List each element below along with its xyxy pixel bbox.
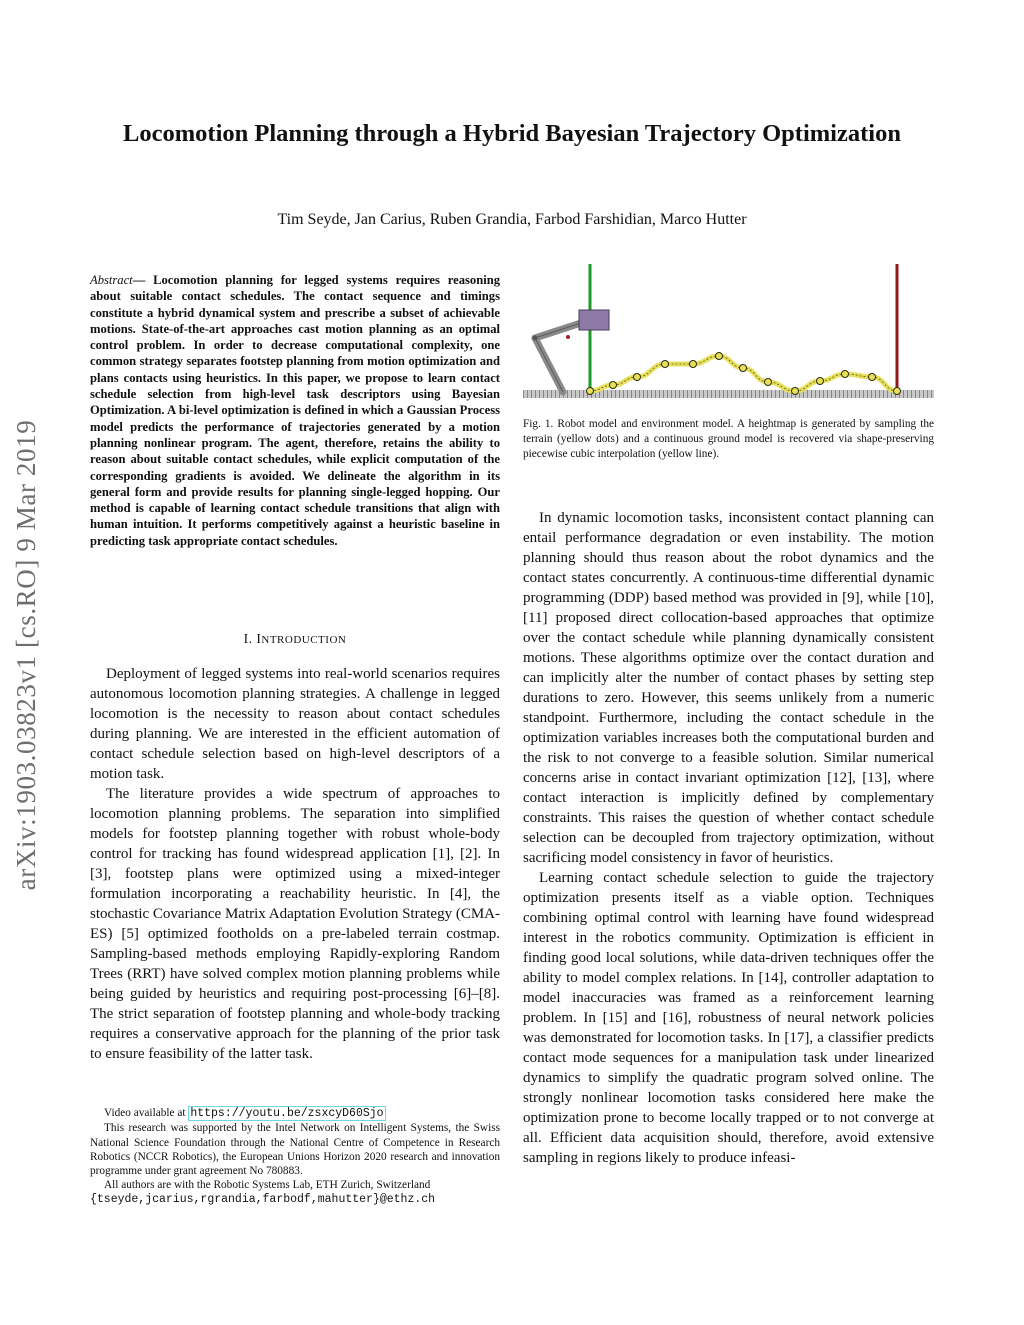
footnote-video xyxy=(90,1106,500,1121)
paper-title: Locomotion Planning through a Hybrid Bayesian Trajectory Optimization xyxy=(123,120,901,147)
section-heading-introduction xyxy=(90,631,500,647)
terrain-sample-dot xyxy=(634,374,641,381)
terrain-sample-dot xyxy=(587,388,594,395)
footnote-emails: {tseyde,jcarius,rgrandia,farbodf,mahutter}@ethz.ch xyxy=(90,1192,436,1206)
footnotes xyxy=(90,1106,500,1207)
terrain-sample-dot xyxy=(765,379,772,386)
terrain-sample-dot xyxy=(894,388,901,395)
ground-strip xyxy=(523,390,934,398)
terrain-sample-dot xyxy=(662,361,669,368)
terrain-sample-dot xyxy=(690,361,697,368)
abstract xyxy=(90,272,500,549)
section-numeral: I. I xyxy=(243,631,262,646)
robot-leg xyxy=(535,323,581,392)
author-list: Tim Seyde, Jan Carius, Ruben Grandia, Farbod Farshidian, Marco Hutter xyxy=(277,211,747,228)
right-paragraph-2: Learning contact schedule selection to guide the trajectory optimization presents itself as a viable option. Techniques combining optimal control with learning have found widespread interest in the robotics community. Optimization is efficient in finding good local solutions, while data-driven techniques offer the ability to model complex relations. In [14], controller adaptation to model inaccuracies was framed as a reinforcement learning problem. In [15] and [16], robustness of neural network policies was demonstrated for locomotion tasks. In [17], a classifier predicts contact mode sequences for a manipulation task under linearized dynamics to simplify the quadratic program solved online. The strongly nonlinear locomotion tasks considered here make the optimization prone to become locally trapped or to not converge at all. Efficient data acquisition should, therefore, avoid extensive sampling in regions likely to produce infeasi- xyxy=(523,870,934,1166)
video-prefix: Video available at xyxy=(104,1107,189,1119)
abstract-label: Abstract xyxy=(90,273,133,287)
terrain-sample-dot xyxy=(610,382,617,389)
intro-paragraph-1: Deployment of legged systems into real-world scenarios requires autonomous locomotion planning strategies. A challenge in legged locomotion is the necessity to reason about contact schedules during planning. We are interested in the efficient automation of contact schedule selection based on high-level descriptors of a motion task. xyxy=(90,666,500,782)
figure-caption: Fig. 1. Robot model and environment model. A heightmap is generated by sampling the terrain (yellow dots) and a continuous ground model is recovered via shape-preserving piecewise cubic interpolation (yellow line). xyxy=(523,418,934,460)
footnote-affiliation: All authors are with the Robotic Systems Lab, ETH Zurich, Switzerland xyxy=(104,1179,431,1192)
terrain-sample-dot xyxy=(792,388,799,395)
right-column-body xyxy=(523,508,934,1168)
intro-paragraph-2: The literature provides a wide spectrum of approaches to locomotion planning problems. The separation into simplified models for footstep planning together with robust whole-body control for tracking has found widespread application [1], [2]. In [3], footstep plans were optimized using a mixed-integer formulation incorporating a reachability heuristic. In [4], the stochastic Covariance Matrix Adaptation Evolution Strategy (CMA-ES) [5] optimized footholds on a pre-labeled terrain costmap. Sampling-based methods employing Rapidly-exploring Random Trees (RRT) have solved complex motion planning problems while being guided by heuristics and requiring post-processing [6]–[8]. The strict separation of footstep planning and whole-body tracking requires a conservative approach for the planning of the prior task to ensure feasibility of the latter task. xyxy=(90,786,500,1062)
robot-body xyxy=(579,310,609,330)
robot-hip-joint xyxy=(566,335,570,339)
right-paragraph-1: In dynamic locomotion tasks, inconsistent contact planning can entail performance degradation or even instability. The motion planning should thus reason about the robot dynamics and the contact states concurrently. A continuous-time differential dynamic programming (DDP) based method was provided in [9], while [10], [11] proposed direct collocation-based approaches that optimize over the contact schedule while planning dynamically consistent motions. These algorithms optimize over the contact duration and can implicitly alter the number of contact phases by setting step durations to zero. However, this seems unlikely from a numeric standpoint. Furthermore, including the contact schedule in the optimization variables increases both the computational burden and the risk to not converge to a feasible solution. Similar numerical concerns arise in contact invariant optimization [12], [13], where contact interaction is implicitly defined by complementary constraints. This raises the question of whether contact schedule selection can be decoupled from trajectory optimization, without sacrificing model consistency in favor of heuristics. xyxy=(523,510,934,866)
robot-knee-joint xyxy=(533,336,538,341)
abstract-text: — Locomotion planning for legged systems requires reasoning about suitable contact schedules. The contact sequence and timings constitute a hybrid dynamical system and prescribe a subset of achievable motions. State-of-the-art approaches cast motion planning as an optimal control problem. In order to decrease computational complexity, one common strategy separates footstep planning from motion optimization and plans contacts using heuristics. In this paper, we propose to learn contact schedule selection from high-level task descriptors using Bayesian Optimization. A bi-level optimization is defined in which a Gaussian Process model predicts the performance of trajectories generated by a motion planning nonlinear program. The agent, therefore, retains the ability to reason about suitable contact schedules, while explicit computation of the corresponding gradients is avoided. We delineate the algorithm in its general form and provide results for planning single-legged hopping. Our method is capable of learning contact schedule transitions that align with human intuition. It performs competitively against a heuristic baseline in predicting task appropriate contact schedules. xyxy=(90,273,500,548)
footnote-funding: This research was supported by the Intel Network on Intelligent Systems, the Swiss National Science Foundation through the National Centre of Competence in Research Robotics (NCCR Robotics), the European Unions Horizon 2020 research and innovation programme under grant agreement No 780883. xyxy=(90,1122,500,1178)
section-heading-smallcaps: NTRODUCTION xyxy=(261,634,347,646)
figure-robot-environment xyxy=(523,258,934,403)
terrain-sample-dot xyxy=(842,371,849,378)
figure-illustration xyxy=(523,258,934,403)
terrain-sample-dot xyxy=(869,374,876,381)
arxiv-identifier: arXiv:1903.03823v1 [cs.RO] 9 Mar 2019 xyxy=(11,419,41,891)
terrain-sample-dot xyxy=(716,353,723,360)
video-link[interactable]: https://youtu.be/zsxcyD60Sjo xyxy=(190,1107,384,1120)
terrain-sample-dot xyxy=(740,365,747,372)
terrain-sample-dot xyxy=(817,378,824,385)
introduction-body xyxy=(90,664,500,1064)
